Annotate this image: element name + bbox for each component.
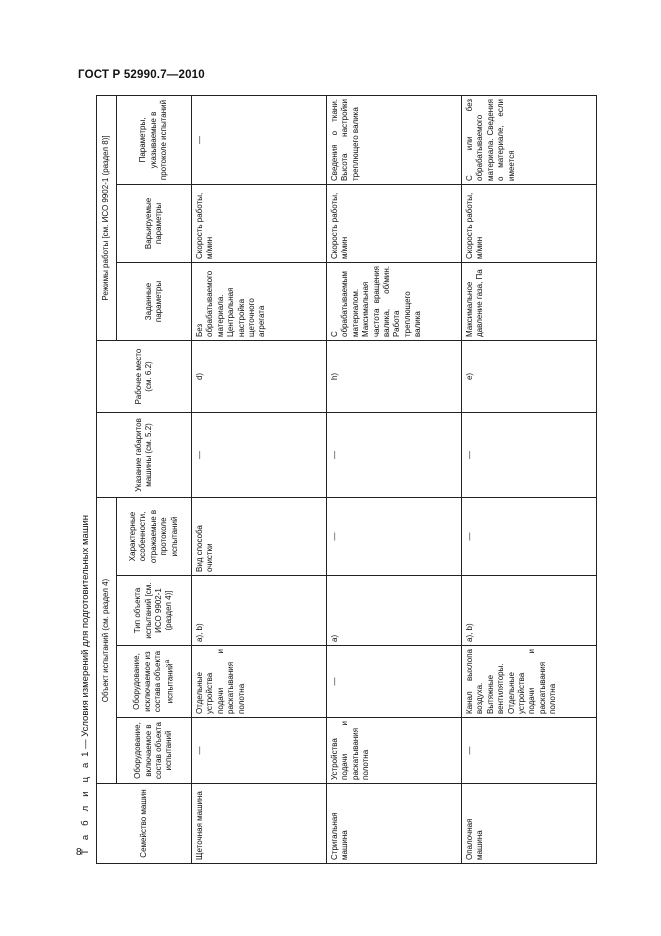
col-equip-included-header: Оборудование, включаемое в состав объекта испытаний bbox=[117, 718, 192, 784]
cell-features: Вид способа очистки bbox=[192, 497, 327, 575]
cell-object-type: а), b) bbox=[462, 576, 597, 646]
cell-report-params: С или без обрабатываемого материала. Сведения о материале, если имеется bbox=[462, 95, 597, 184]
table-row bbox=[462, 95, 597, 863]
cell-dimensions: — bbox=[192, 412, 327, 497]
col-equip-excluded-header bbox=[117, 646, 192, 718]
cell-workplace: d) bbox=[192, 340, 327, 412]
cell-family: Опалочная машина bbox=[462, 784, 597, 864]
col-set-params-header: Заданные параметры bbox=[117, 262, 192, 340]
modes-group-header: Режимы работы [см. ИСО 9902-1 (раздел 8)] bbox=[97, 95, 117, 340]
cell-report-params: — bbox=[192, 95, 327, 184]
col-features-header: Характерные особенности, отражаемые в протоколе испытаний bbox=[117, 497, 192, 575]
table-caption bbox=[80, 515, 91, 855]
cell-var-params: Скорость работы, м/мин bbox=[192, 184, 327, 262]
cell-workplace: е) bbox=[462, 340, 597, 412]
cell-equip-included: Устройства подачи и раскатывания полотна bbox=[327, 718, 462, 784]
cell-set-params: Без обрабатываемого материала. Центральная настройка щеточного агрегата bbox=[192, 262, 327, 340]
document-header: ГОСТ Р 52990.7—2010 bbox=[78, 69, 205, 81]
cell-features: — bbox=[462, 497, 597, 575]
cell-object-type: а), b) bbox=[192, 576, 327, 646]
cell-equip-excluded: — bbox=[327, 646, 462, 718]
footnote-marker: а bbox=[163, 659, 171, 664]
cell-equip-excluded: Отдельные устройства подачи и раскатывания полотна bbox=[192, 646, 327, 718]
table-row bbox=[327, 95, 462, 863]
table-caption-prefix: Т а б л и ц а bbox=[80, 759, 91, 855]
conditions-table bbox=[96, 95, 597, 864]
rotated-table-wrapper bbox=[96, 96, 596, 864]
page-number: 8 bbox=[76, 847, 82, 858]
cell-equip-included: — bbox=[192, 718, 327, 784]
cell-set-params: Максимальное давление газа, Па bbox=[462, 262, 597, 340]
equip-excluded-label: Оборудование, исключаемое из состава объекта испытаний bbox=[132, 650, 175, 713]
table-caption-text: 1 — Условия измерений для подготовительных машин bbox=[80, 514, 91, 757]
cell-family: Стригальная машина bbox=[327, 784, 462, 864]
cell-report-params: Сведения о ткани. Высота настройки треплющего валика bbox=[327, 95, 462, 184]
cell-object-type: а) bbox=[327, 576, 462, 646]
cell-dimensions: — bbox=[462, 412, 597, 497]
cell-equip-excluded: Канал выхлопа воздуха. Вытяжные вентиляторы. Отдельные устройства подачи и раскатывания полотна bbox=[462, 646, 597, 718]
table-head-row-1 bbox=[97, 95, 117, 863]
col-family-header: Семейство машин bbox=[97, 784, 192, 864]
table-row bbox=[192, 95, 327, 863]
col-object-type-header: Тип объекта испытаний [см. ИСО 9902-1 (раздел 4)] bbox=[117, 576, 192, 646]
cell-dimensions: — bbox=[327, 412, 462, 497]
cell-var-params: Скорость работы, м/мин bbox=[462, 184, 597, 262]
object-group-header: Объект испытаний (см. раздел 4) bbox=[97, 497, 117, 783]
col-report-params-header: Параметры, указываемые в протоколе испытаний bbox=[117, 95, 192, 184]
cell-equip-included: — bbox=[462, 718, 597, 784]
cell-workplace: h) bbox=[327, 340, 462, 412]
cell-features: — bbox=[327, 497, 462, 575]
cell-var-params: Скорость работы, м/мин bbox=[327, 184, 462, 262]
cell-set-params: С обрабатываемым материалом. Максимальная частота вращения валика, об/мин. Работа треплющего валика bbox=[327, 262, 462, 340]
col-dimensions-header: Указание габаритов машины (см. 5.2) bbox=[97, 412, 192, 497]
col-var-params-header: Варьируемые параметры bbox=[117, 184, 192, 262]
col-workplace-header: Рабочее место (см. 6.2) bbox=[97, 340, 192, 412]
cell-family: Щеточная машина bbox=[192, 784, 327, 864]
